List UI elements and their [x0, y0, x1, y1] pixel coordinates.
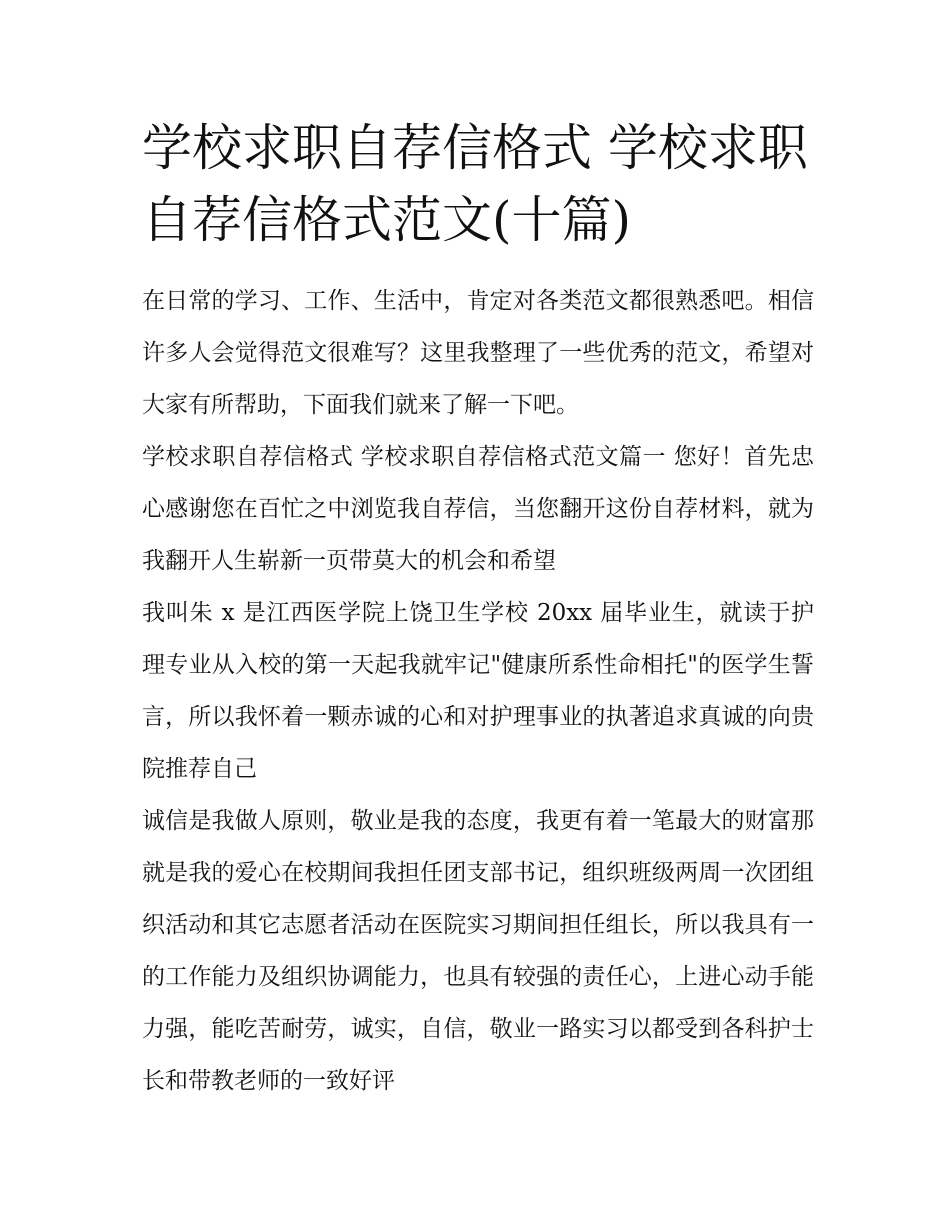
- paragraph-intro: 在日常的学习、工作、生活中，肯定对各类范文都很熟悉吧。相信许多人会觉得范文很难写？这里我整理了一些优秀的范文，希望对大家有所帮助，下面我们就来了解一下吧。: [142, 288, 814, 418]
- paragraph-self-introduction: 我叫朱 x 是江西医学院上饶卫生学校 20xx 届毕业生，就读于护理专业从入校的第一天起我就牢记"健康所系性命相托"的医学生誓言，所以我怀着一颗赤诚的心和对护理事业的执著追求真诚的向贵院推荐自己: [142, 600, 814, 782]
- paragraph-qualities: 诚信是我做人原则，敬业是我的态度，我更有着一笔最大的财富那就是我的爱心在校期间我担任团支部书记，组织班级两周一次团组织活动和其它志愿者活动在医院实习期间担任组长，所以我具有一的工作能力及组织协调能力，也具有较强的责任心，上进心动手能力强，能吃苦耐劳，诚实，自信，敬业一路实习以都受到各科护士长和带教老师的一致好评: [142, 808, 814, 1094]
- document-title: 学校求职自荐信格式 学校求职自荐信格式范文(十篇): [142, 119, 808, 249]
- document-body: [142, 275, 814, 1107]
- paragraph-greeting: 学校求职自荐信格式 学校求职自荐信格式范文篇一 您好！首先忠心感谢您在百忙之中浏览我自荐信，当您翻开这份自荐材料，就为我翻开人生崭新一页带莫大的机会和希望: [142, 444, 814, 574]
